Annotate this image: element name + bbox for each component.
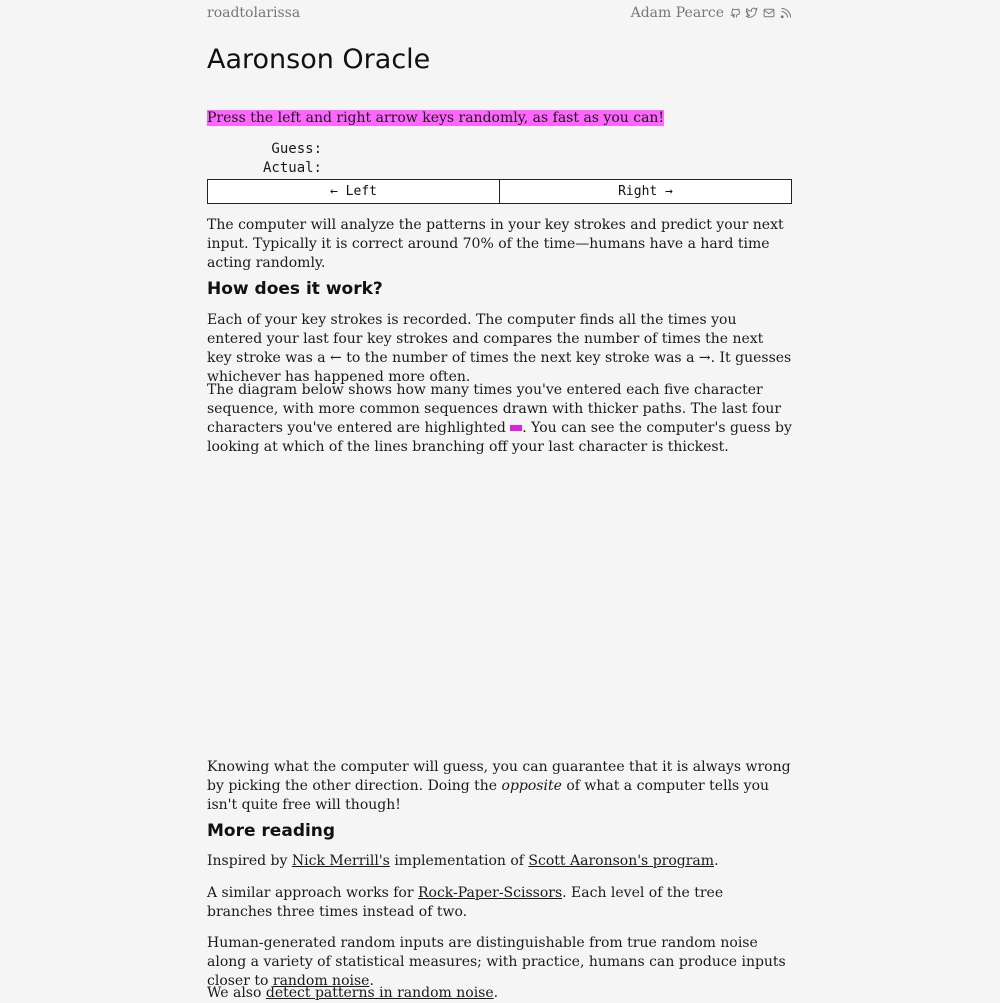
- actual-row: [207, 159, 792, 178]
- site-name-link[interactable]: roadtolarissa: [207, 5, 301, 21]
- left-arrow-glyph: ←: [330, 350, 342, 366]
- right-arrow-glyph: →: [698, 350, 711, 366]
- how-heading: How does it work?: [207, 279, 383, 299]
- actual-label: Actual:: [262, 160, 322, 176]
- guess-row: [207, 140, 792, 159]
- how-paragraph-2: [207, 381, 792, 457]
- knowing-emphasis: opposite: [501, 778, 562, 794]
- more-p1-b: implementation of: [389, 853, 529, 869]
- github-icon[interactable]: [729, 7, 741, 19]
- nick-merrill-link[interactable]: Nick Merrill's: [291, 853, 390, 869]
- more-paragraph-3: [207, 934, 792, 991]
- instruction: [207, 110, 792, 126]
- more-paragraph-1: [207, 852, 792, 871]
- arrow-buttons: [207, 179, 792, 204]
- more-paragraph-4: [207, 984, 792, 1003]
- author-bar: [631, 5, 792, 21]
- more-p4-a: We also: [207, 985, 266, 1001]
- author-name: Adam Pearce: [630, 5, 724, 21]
- rock-paper-scissors-link[interactable]: Rock-Paper-Scissors: [417, 885, 563, 901]
- guess-readout: [207, 140, 792, 178]
- left-button[interactable]: ← Left: [208, 180, 499, 203]
- scott-aaronson-link[interactable]: Scott Aaronson's program: [528, 853, 715, 869]
- more-p3-a: Human-generated random inputs are distinguishable from true random noise along a variety of statistical measures; with practice, humans can produce inputs closer to: [207, 935, 786, 989]
- more-p2-b: . Each level of the tree branches three times instead of two.: [207, 885, 724, 920]
- rss-icon[interactable]: [780, 7, 792, 19]
- how-paragraph-1: [207, 311, 792, 387]
- more-paragraph-2: [207, 884, 792, 922]
- right-button[interactable]: Right →: [499, 180, 791, 203]
- more-reading-heading: More reading: [207, 821, 336, 841]
- knowing-a: Knowing what the computer will guess, you can guarantee that it is always wrong by picking the other direction. Doing the: [207, 759, 791, 794]
- more-p4-b: .: [493, 985, 499, 1001]
- more-p2-a: A similar approach works for: [207, 885, 418, 901]
- how-p2-a: The diagram below shows how many times you've entered each five character sequence, with more common sequences drawn with thicker paths. The last four characters you've entered are highlighted: [207, 382, 782, 436]
- knowing-paragraph: [207, 758, 792, 815]
- highlight-swatch: [510, 425, 522, 431]
- guess-label: Guess:: [271, 141, 322, 157]
- more-p1-c: .: [714, 853, 719, 869]
- detect-patterns-link[interactable]: detect patterns in random noise: [265, 985, 494, 1001]
- intro-paragraph: The computer will analyze the patterns in your key strokes and predict your next input. Typically it is correct around 70% of the time—humans have a hard time acting randomly.: [207, 217, 784, 271]
- page-title: Aaronson Oracle: [207, 44, 431, 75]
- more-p3-b: .: [369, 973, 374, 989]
- how-p2-b: . You can see the computer's guess by looking at which of the lines branching off your last character is thickest.: [207, 420, 792, 455]
- more-p1-a: Inspired by: [207, 853, 292, 869]
- email-icon[interactable]: [763, 7, 775, 19]
- how-p1-a: Each of your key strokes is recorded. The computer finds all the times you entered your last four key strokes and compares the number of times the next key stroke was a: [207, 312, 764, 366]
- sequence-diagram: [207, 460, 792, 750]
- how-p1-b: to the number of times the next key stroke was a: [341, 350, 699, 366]
- random-noise-link[interactable]: random noise: [272, 973, 370, 989]
- how-p1-c: . It guesses whichever has happened more often.: [207, 350, 792, 385]
- instruction-text: Press the left and right arrow keys randomly, as fast as you can!: [207, 110, 665, 126]
- twitter-icon[interactable]: [746, 7, 758, 19]
- knowing-b: of what a computer tells you isn't quite free will though!: [207, 778, 770, 813]
